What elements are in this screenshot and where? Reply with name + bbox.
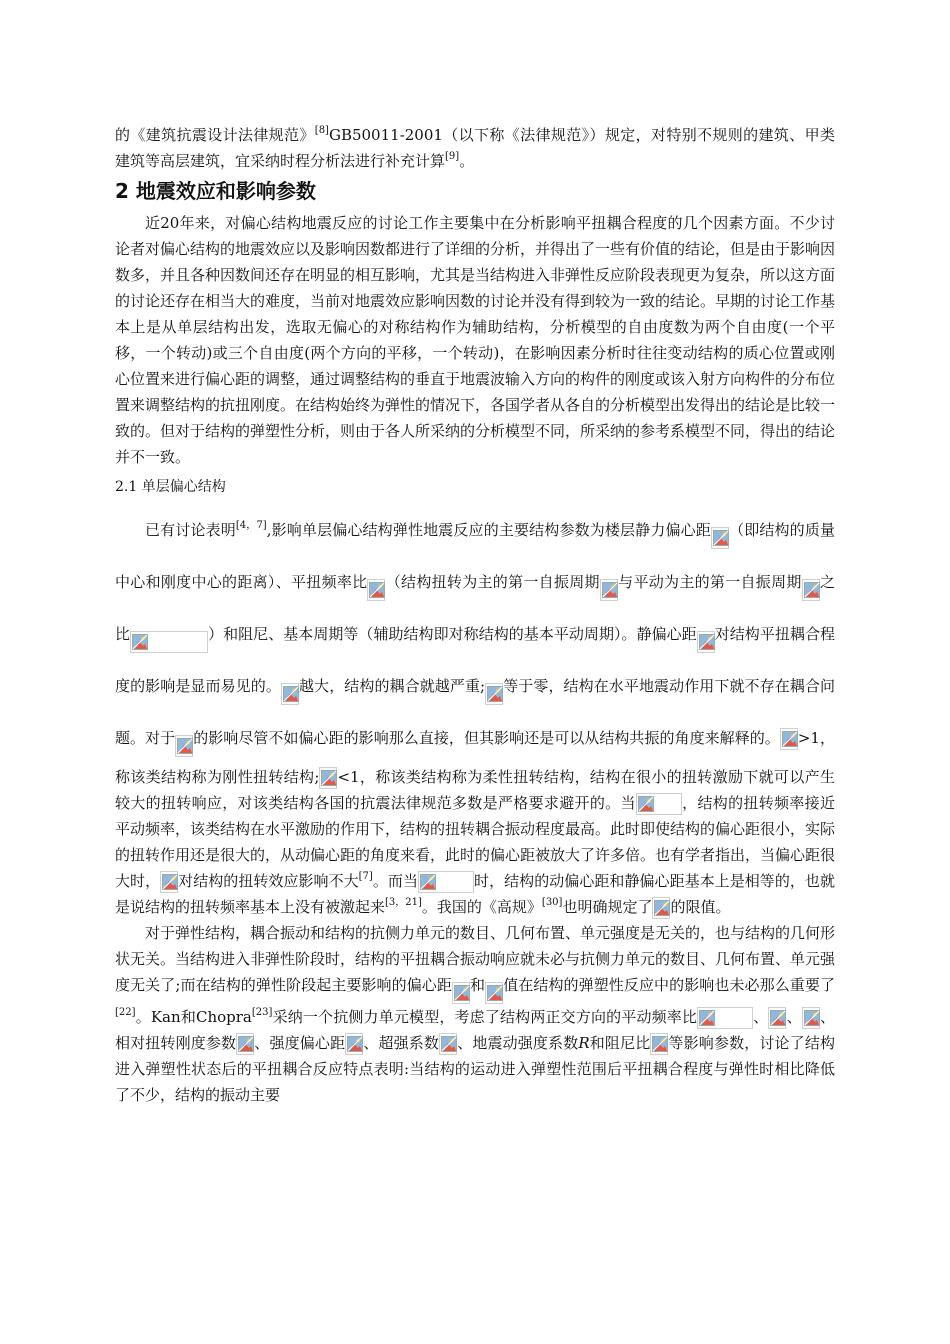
- broken-image-icon: [236, 1033, 254, 1055]
- citation: [22]: [115, 1007, 136, 1018]
- text: 。而当: [372, 872, 418, 890]
- broken-image-icon: [711, 527, 729, 549]
- broken-image-icon: [175, 735, 193, 757]
- text: 已有讨论表明: [145, 521, 236, 539]
- broken-image-icon: [636, 793, 682, 815]
- text: 与平动为主的第一自振周期: [617, 573, 802, 591]
- text: 。: [459, 152, 475, 170]
- text: （即结构的质量中心和刚度中心的距离）、平扭频率比: [115, 521, 835, 591]
- broken-image-icon: [802, 579, 820, 601]
- paragraph-1: 近20年来，对偏心结构地震反应的讨论工作主要集中在分析影响平扭耦合程度的几个因素方面。不少讨论者对偏心结构的地震效应以及影响因数都进行了详细的分析，并得出了一些有价值的结论，但是由于影响因数多，并且各种因数间还存在明显的相互影响，尤其是当结构进入非弹性反应阶段表现更为复杂，所以这方面的讨论还存在相当大的难度，当前对地震效应影响因数的讨论并没有得到较为一致的结论。早期的讨论工作基本上是从单层结构出发，选取无偏心的对称结构作为辅助结构，分析模型的自由度数为两个自由度(一个平移，一个转动)或三个自由度(两个方向的平移，一个转动)，在影响因素分析时往往变动结构的质心位置或刚心位置来进行偏心距的调整，通过调整结构的垂直于地震波输入方向的构件的刚度或该入射方向构件的分布位置来调整结构的抗扭刚度。在结构始终为弹性的情况下，各国学者从各自的分析模型出发得出的结论是比较一致的。但对于结构的弹塑性分析，则由于各人所采纳的分析模型不同，所采纳的参考系模型不同，得出的结论并不一致。: [115, 214, 836, 466]
- section-heading: 2 地震效应和影响参数: [115, 179, 316, 203]
- text: 、强度偏心距: [254, 1034, 346, 1052]
- broken-image-icon: [281, 683, 299, 705]
- broken-image-icon: [485, 683, 503, 705]
- citation: [9]: [445, 151, 460, 162]
- broken-image-icon: [345, 1033, 363, 1055]
- citation: [7]: [358, 871, 373, 882]
- text: 、地震动强度系数: [457, 1034, 579, 1052]
- broken-image-icon: [367, 579, 385, 601]
- text: 越大，结构的耦合就越严重;: [298, 677, 486, 695]
- text: 对结构的扭转效应影响不大: [178, 872, 359, 890]
- text: 值在结构的弹塑性反应中的影响也未必那么重要了: [503, 976, 835, 994]
- text: 采纳一个抗侧力单元模型，考虑了结构两正交方向的平动频率比: [272, 1008, 698, 1026]
- text: 的影响尽管不如偏心距的影响那么直接，但其影响还是可以从结构共振的角度来解释的。: [193, 729, 780, 747]
- text: 对于弹性结构，耦合振动和结构的抗侧力单元的数目、几何布置、单元强度是无关的，也与结构的几何形状无关。当结构进入非弹性阶段时，结构的平扭耦合振动响应就未必与抗侧力单元的数目、几何布置、单元强度无关了;而在结构的弹性阶段起主要影响的偏心距: [115, 924, 836, 994]
- broken-image-icon: [485, 982, 503, 1004]
- broken-image-icon: [652, 897, 670, 919]
- broken-image-icon: [802, 1007, 820, 1029]
- broken-image-icon: [452, 982, 470, 1004]
- text: 。Kan和Chopra: [135, 1008, 252, 1026]
- citation: [8]: [314, 125, 329, 136]
- text: 、: [753, 1008, 769, 1026]
- text: 和阻尼比: [589, 1034, 651, 1052]
- text: >1，称该类结构称为刚性扭转结构;: [115, 729, 835, 786]
- text: 等影响参数，讨论了结构进入弹塑性状态后的平扭耦合反应特点表明:当结构的运动进入弹塑性范围后平扭耦合程度与弹性时相比降低了不少，结构的振动主要: [115, 1034, 835, 1104]
- broken-image-icon: [418, 871, 474, 893]
- paragraph-2: [115, 504, 835, 920]
- text: 、相对扭转刚度参数: [115, 1008, 835, 1052]
- citation: [3，21]: [385, 897, 422, 908]
- broken-image-icon: [780, 728, 798, 750]
- broken-image-icon: [319, 767, 337, 789]
- document-page: [115, 122, 835, 1108]
- broken-image-icon: [650, 1033, 668, 1055]
- broken-image-icon: [768, 1007, 786, 1029]
- text: 。我国的《高规》: [421, 898, 542, 916]
- text: ，结构的扭转频率接近平动频率，该类结构在水平激励的作用下，结构的扭转耦合振动程度最高。此时即使结构的偏心距很小，实际的扭转作用还是很大的，从动偏心距的角度来看，此时的偏心距被放大了许多倍。也有学者指出，当偏心距很大时，: [115, 794, 836, 890]
- broken-image-icon: [697, 631, 715, 653]
- text: 、: [786, 1008, 802, 1026]
- intro-paragraph: [115, 122, 835, 174]
- text: （结构扭转为主的第一自振周期: [385, 573, 600, 591]
- text: ）和阻尼、基本周期等（辅助结构即对称结构的基本平动周期）。静偏心距: [208, 625, 697, 643]
- broken-image-icon: [439, 1033, 457, 1055]
- text: 之比: [115, 573, 835, 643]
- subsection-heading: 2.1 单层偏心结构: [115, 479, 226, 495]
- paragraph-3: [115, 920, 835, 1108]
- text: ,影响单层偏心结构弹性地震反应的主要结构参数为楼层静力偏心距: [266, 521, 711, 539]
- broken-image-icon: [160, 871, 178, 893]
- citation: [4，7]: [235, 520, 267, 531]
- text: 、超强系数: [363, 1034, 440, 1052]
- broken-image-icon: [600, 579, 618, 601]
- text: 对结构平扭耦合程度的影响是显而易见的。: [115, 625, 835, 695]
- variable: R: [578, 1034, 590, 1052]
- text: 时，结构的动偏心距和静偏心距基本上是相等的，也就是说结构的扭转频率基本上没有被激起来: [115, 872, 835, 916]
- text: 和: [469, 976, 486, 994]
- broken-image-icon: [697, 1007, 753, 1029]
- citation: [30]: [541, 897, 563, 908]
- text: 也明确规定了: [562, 898, 653, 916]
- broken-image-icon: [130, 631, 208, 653]
- text: GB50011-2001（以下称《法律规范》）规定，对特别不规则的建筑、甲类建筑等高层建筑，宜采纳时程分析法进行补充计算: [115, 126, 835, 170]
- text: <1，称该类结构称为柔性扭转结构，结构在很小的扭转激励下就可以产生较大的扭转响应，对该类结构各国的抗震法律规范多数是严格要求避开的。当: [115, 768, 835, 812]
- citation: [23]: [251, 1007, 273, 1018]
- text: 的《建筑抗震设计法律规范》: [115, 126, 315, 144]
- text: 的限值。: [670, 898, 731, 916]
- text: 等于零，结构在水平地震动作用下就不存在耦合问题。对于: [115, 677, 835, 747]
